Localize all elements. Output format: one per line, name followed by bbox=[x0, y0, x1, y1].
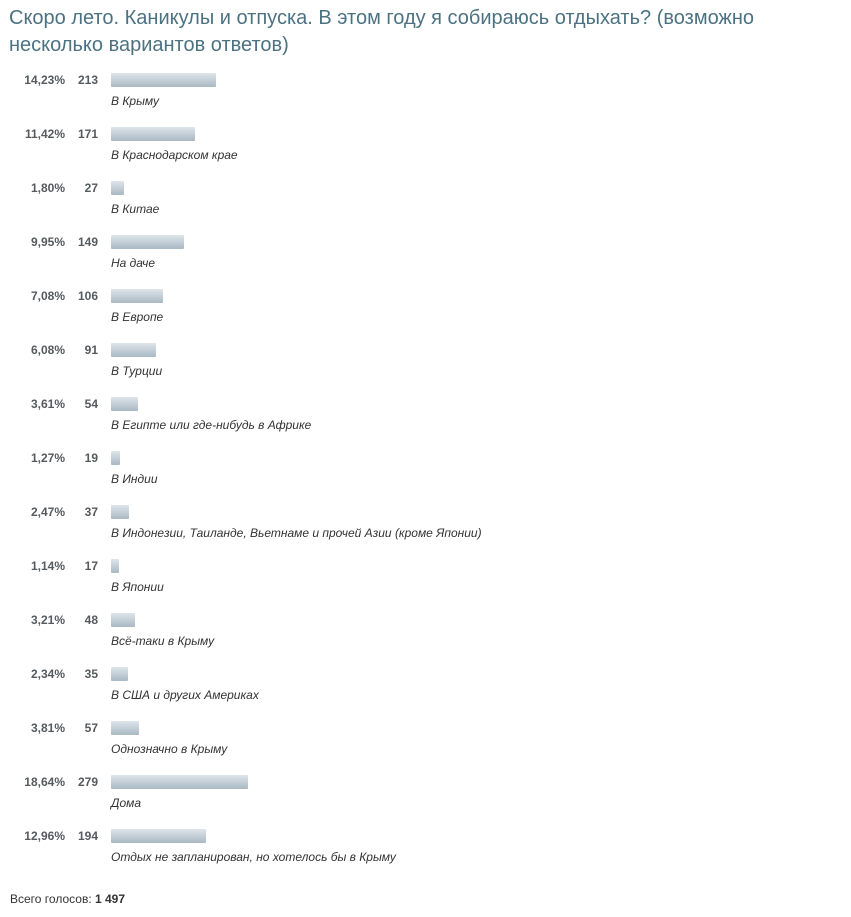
poll-row bbox=[0, 178, 851, 232]
vote-count: 54 bbox=[84, 397, 98, 411]
vote-count: 279 bbox=[77, 775, 98, 789]
poll-row bbox=[0, 70, 851, 124]
option-label: На даче bbox=[111, 256, 156, 270]
poll-row bbox=[0, 826, 851, 880]
poll-row bbox=[0, 124, 851, 178]
poll-row bbox=[0, 664, 851, 718]
percent-label: 14,23% bbox=[24, 73, 65, 87]
total-votes bbox=[10, 892, 125, 906]
vote-count: 171 bbox=[77, 127, 98, 141]
result-bar bbox=[111, 397, 138, 411]
poll-row bbox=[0, 610, 851, 664]
option-label: В Индонезии, Таиланде, Вьетнаме и прочей Азии (кроме Японии) bbox=[111, 526, 482, 540]
result-bar bbox=[111, 613, 135, 627]
result-bar bbox=[111, 775, 248, 789]
result-bar bbox=[111, 235, 184, 249]
percent-label: 1,14% bbox=[30, 559, 65, 573]
option-label: Дома bbox=[111, 796, 142, 810]
option-label: Отдых не запланирован, но хотелось бы в Крыму bbox=[111, 850, 396, 864]
vote-count: 35 bbox=[84, 667, 98, 681]
poll-row bbox=[0, 448, 851, 502]
poll-row bbox=[0, 340, 851, 394]
result-bar bbox=[111, 667, 128, 681]
result-bar bbox=[111, 559, 119, 573]
option-label: Однозначно в Крыму bbox=[111, 742, 228, 756]
poll-row bbox=[0, 556, 851, 610]
result-bar bbox=[111, 289, 163, 303]
total-votes-label: Всего голосов: bbox=[10, 892, 92, 906]
vote-count: 37 bbox=[84, 505, 98, 519]
poll-row bbox=[0, 718, 851, 772]
percent-label: 12,96% bbox=[24, 829, 65, 843]
percent-label: 18,64% bbox=[24, 775, 65, 789]
poll-row bbox=[0, 232, 851, 286]
percent-label: 2,34% bbox=[30, 667, 65, 681]
option-label: В США и других Америках bbox=[111, 688, 259, 702]
vote-count: 194 bbox=[77, 829, 98, 843]
vote-count: 149 bbox=[77, 235, 98, 249]
option-label: В Крыму bbox=[111, 94, 160, 108]
percent-label: 3,61% bbox=[30, 397, 65, 411]
result-bar bbox=[111, 73, 216, 87]
vote-count: 19 bbox=[84, 451, 98, 465]
poll-row bbox=[0, 502, 851, 556]
option-label: В Европе bbox=[111, 310, 164, 324]
poll-row bbox=[0, 286, 851, 340]
result-bar bbox=[111, 181, 124, 195]
option-label: В Индии bbox=[111, 472, 158, 486]
percent-label: 1,27% bbox=[30, 451, 65, 465]
percent-label: 3,21% bbox=[30, 613, 65, 627]
vote-count: 213 bbox=[77, 73, 98, 87]
result-bar bbox=[111, 829, 206, 843]
option-label: В Краснодарском крае bbox=[111, 148, 238, 162]
result-bar bbox=[111, 721, 139, 735]
poll-row bbox=[0, 772, 851, 826]
vote-count: 91 bbox=[84, 343, 98, 357]
percent-label: 1,80% bbox=[30, 181, 65, 195]
vote-count: 17 bbox=[84, 559, 98, 573]
option-label: В Турции bbox=[111, 364, 163, 378]
option-label: В Китае bbox=[111, 202, 160, 216]
result-bar bbox=[111, 505, 129, 519]
percent-label: 11,42% bbox=[24, 127, 65, 141]
vote-count: 27 bbox=[84, 181, 98, 195]
percent-label: 6,08% bbox=[30, 343, 65, 357]
percent-label: 2,47% bbox=[30, 505, 65, 519]
option-label: В Египте или где-нибудь в Африке bbox=[111, 418, 312, 432]
vote-count: 57 bbox=[84, 721, 98, 735]
vote-count: 48 bbox=[84, 613, 98, 627]
result-bar bbox=[111, 127, 195, 141]
total-votes-value: 1 497 bbox=[95, 892, 126, 906]
option-label: В Японии bbox=[111, 580, 164, 594]
poll-title: Скоро лето. Каникулы и отпуска. В этом году я собираюсь отдыхать? (возможно несколько вариантов ответов) bbox=[9, 7, 755, 56]
result-bar bbox=[111, 343, 156, 357]
percent-label: 7,08% bbox=[30, 289, 65, 303]
percent-label: 3,81% bbox=[30, 721, 65, 735]
percent-label: 9,95% bbox=[30, 235, 65, 249]
poll-row bbox=[0, 394, 851, 448]
vote-count: 106 bbox=[77, 289, 98, 303]
result-bar bbox=[111, 451, 120, 465]
option-label: Всё-таки в Крыму bbox=[111, 634, 215, 648]
